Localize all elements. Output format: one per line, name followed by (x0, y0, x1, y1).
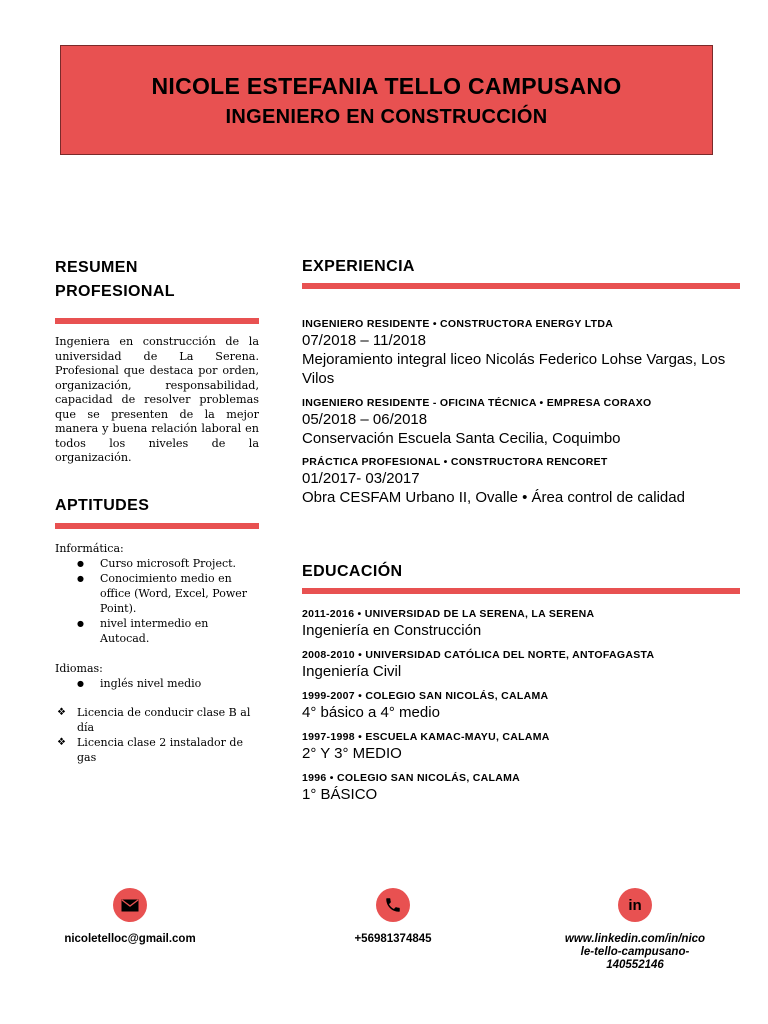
education-degree: 1° BÁSICO (302, 786, 378, 803)
education-entry (302, 690, 742, 722)
education-title: 2008-2010 • UNIVERSIDAD CATÓLICA DEL NORTE, ANTOFAGASTA (302, 649, 655, 661)
education-degree: 4° básico a 4° medio (302, 704, 440, 721)
list-item: ❖ Licencia de conducir clase B al día (55, 705, 259, 735)
job-description: Obra CESFAM Urbano II, Ovalle • Área control de calidad (302, 489, 685, 506)
education-title: 2011-2016 • UNIVERSIDAD DE LA SERENA, LA SERENA (302, 608, 595, 620)
phone-icon (376, 888, 410, 922)
job-description: Mejoramiento integral liceo Nicolás Federico Lohse Vargas, Los Vilos (302, 351, 726, 387)
job-description: Conservación Escuela Santa Cecilia, Coquimbo (302, 430, 621, 447)
education-entry (302, 649, 742, 681)
section-divider (55, 523, 259, 529)
idiomas-list (55, 676, 259, 691)
skills-section (55, 494, 259, 765)
candidate-name: NICOLE ESTEFANIA TELLO CAMPUSANO (151, 73, 622, 99)
skills-heading: APTITUDES (55, 497, 150, 514)
list-item: ● nivel intermedio en Autocad. (55, 616, 259, 646)
job-entry (302, 318, 742, 388)
education-section (302, 560, 742, 804)
education-title: 1997-1998 • ESCUELA KAMAC-MAYU, CALAMA (302, 731, 550, 743)
summary-text: Ingeniera en construcción de la universidad de La Serena. Profesional que destaca por orden, organización, responsabilidad, capacidad de resolver problemas que se presenten de la mejor manera y buena relación laboral en todos los niveles de la organización. (55, 335, 259, 464)
idiomas-label: Idiomas: (55, 662, 103, 675)
list-item: ● inglés nivel medio (55, 676, 259, 691)
header-banner (60, 45, 713, 155)
education-entry (302, 772, 742, 804)
experience-section (302, 255, 742, 507)
contact-email (50, 888, 210, 946)
summary-heading-line1: RESUMEN (55, 259, 138, 276)
job-title: INGENIERO RESIDENTE • CONSTRUCTORA ENERGY LTDA (302, 318, 614, 330)
job-dates: 01/2017- 03/2017 (302, 470, 420, 487)
contact-linkedin (550, 888, 720, 972)
linkedin-icon: in (618, 888, 652, 922)
summary-heading (55, 256, 259, 304)
education-title: 1996 • COLEGIO SAN NICOLÁS, CALAMA (302, 772, 521, 784)
section-divider (55, 318, 259, 324)
job-entry (302, 456, 742, 507)
section-divider (302, 588, 740, 594)
linkedin-line: le-tello-campusano- (580, 946, 690, 958)
candidate-title: INGENIERO EN CONSTRUCCIÓN (225, 106, 548, 128)
informatica-list (55, 556, 259, 646)
phone-number[interactable]: +56981374845 (354, 933, 432, 945)
education-title: 1999-2007 • COLEGIO SAN NICOLÁS, CALAMA (302, 690, 549, 702)
summary-heading-line2: PROFESIONAL (55, 283, 175, 300)
list-item: ● Conocimiento medio en office (Word, Excel, Power Point). (55, 571, 259, 616)
email-link[interactable]: nicoletelloc@gmail.com (64, 933, 196, 945)
experience-heading: EXPERIENCIA (302, 258, 415, 275)
education-entry (302, 608, 742, 640)
education-degree: Ingeniería Civil (302, 663, 402, 680)
envelope-icon (113, 888, 147, 922)
linkedin-link[interactable] (550, 933, 720, 972)
list-item: ● Curso microsoft Project. (55, 556, 259, 571)
list-item: ❖ Licencia clase 2 instalador de gas (55, 735, 259, 765)
licencias-list (55, 705, 259, 765)
education-degree: Ingeniería en Construcción (302, 622, 482, 639)
linkedin-line: www.linkedin.com/in/nico (564, 933, 706, 945)
job-title: INGENIERO RESIDENTE - OFICINA TÉCNICA • EMPRESA CORAXO (302, 397, 652, 409)
contact-phone (318, 888, 468, 946)
summary-section (55, 256, 259, 466)
education-degree: 2° Y 3° MEDIO (302, 745, 402, 762)
section-divider (302, 283, 740, 289)
job-dates: 05/2018 – 06/2018 (302, 411, 428, 428)
education-heading: EDUCACIÓN (302, 563, 403, 580)
informatica-label: Informática: (55, 542, 124, 555)
job-dates: 07/2018 – 11/2018 (302, 332, 427, 349)
job-entry (302, 397, 742, 448)
linkedin-line: 140552146 (606, 959, 664, 971)
job-title: PRÁCTICA PROFESIONAL • CONSTRUCTORA RENCORET (302, 456, 608, 468)
education-entry (302, 731, 742, 763)
